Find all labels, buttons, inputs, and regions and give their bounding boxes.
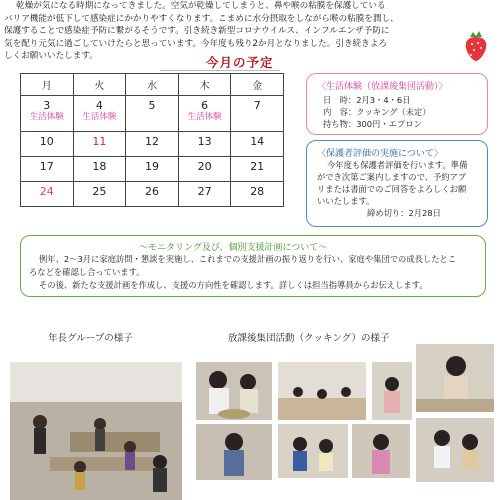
- calendar-day: 24: [21, 182, 74, 207]
- calendar-day: 28: [231, 182, 284, 207]
- calendar-day: 20: [178, 157, 231, 182]
- calendar-day: 17: [21, 157, 74, 182]
- photo-cooking-7: [416, 418, 494, 482]
- caption-kindergarten-group: 年長グループの様子: [48, 333, 133, 344]
- life-experience-box: [306, 73, 488, 135]
- photo-cooking-1: [196, 362, 272, 420]
- photo-cooking-3: [372, 362, 412, 420]
- life-experience-title: 〈生活体験（放課後集団活動）〉: [317, 82, 448, 92]
- calendar-day: 13: [178, 132, 231, 157]
- life-experience-content: 内 容：クッキング（未定）: [323, 107, 431, 117]
- calendar-week: [21, 96, 284, 132]
- weekday-tue: 火: [73, 74, 126, 96]
- life-experience-items: 持ち物：300円・エプロン: [323, 119, 422, 129]
- parent-evaluation-body: 今年度も保護者評価を行います。準備 ができ次第ご案内しますので、予約アプ リまたは書面でのご回答をよろしくお願 いいたします。: [317, 160, 468, 206]
- calendar: [20, 73, 284, 207]
- calendar-day: 18: [73, 157, 126, 182]
- photo-cooking-4: [416, 344, 494, 412]
- intro-line: 気を配り元気に過ごしていけたらと思っています。今年度も残り2か月となりました。引き続きよろ: [4, 38, 387, 49]
- intro-line: しくお願いいたします。: [4, 51, 98, 62]
- intro-line: 保護することで感染症予防に繋がるそうです。引き続き新型コロナウイルス、インフルエンザ予防に: [4, 26, 390, 37]
- intro-line: バリア機能が低下して感染症にかかりやすくなります。こまめに水分摂取をしながら喉の粘膜を潤し、: [4, 13, 399, 24]
- photo-cooking-5: [278, 424, 348, 478]
- photo-kindergarten-group: [10, 362, 182, 500]
- weekday-wed: 水: [126, 74, 179, 96]
- event-label: 生活体験: [82, 112, 117, 122]
- strawberry-icon: [462, 28, 490, 62]
- month-title: 今月の予定: [206, 55, 274, 70]
- calendar-day: 27: [178, 182, 231, 207]
- life-experience-date: 日 時：2月3・4・6日: [323, 95, 411, 105]
- calendar-day: 11: [73, 132, 126, 157]
- caption-cooking-activity: 放課後集団活動（クッキング）の様子: [228, 333, 390, 344]
- calendar-day: 19: [126, 157, 179, 182]
- photo-cooking-6: [352, 424, 410, 478]
- calendar-day: 25: [73, 182, 126, 207]
- calendar-day: 3 生活体験: [21, 96, 74, 132]
- calendar-day: 4 生活体験: [73, 96, 126, 132]
- calendar-day: 7: [231, 96, 284, 132]
- weekday-mon: 月: [21, 74, 74, 96]
- weekday-thu: 木: [178, 74, 231, 96]
- intro-line: 乾燥が気になる時期になってきました。空気が乾燥してしまうと、鼻や喉の粘膜を保護している: [16, 1, 386, 11]
- calendar-week: [21, 157, 284, 182]
- parent-evaluation-title: 〈保護者評価の実施について〉: [317, 149, 443, 159]
- calendar-day: 10: [21, 132, 74, 157]
- calendar-day: 6 生活体験: [178, 96, 231, 132]
- calendar-day: 26: [126, 182, 179, 207]
- weekday-fri: 金: [231, 74, 284, 96]
- calendar-week: [21, 182, 284, 207]
- calendar-day: 21: [231, 157, 284, 182]
- calendar-week: [21, 132, 284, 157]
- calendar-day: 14: [231, 132, 284, 157]
- event-label: 生活体験: [29, 112, 64, 122]
- event-label: 生活体験: [187, 112, 222, 122]
- parent-evaluation-box: [306, 140, 488, 227]
- calendar-day: 5: [126, 96, 179, 132]
- photo-cooking-8: [196, 424, 272, 480]
- parent-evaluation-deadline: 締め切り：2月28日: [367, 208, 441, 218]
- monitoring-box: [20, 235, 486, 297]
- title-divider: [160, 70, 280, 71]
- monitoring-title: ～モニタリング及び、個別支援計画について～: [139, 243, 328, 253]
- calendar-day: 12: [126, 132, 179, 157]
- calendar-header-row: [21, 74, 284, 96]
- photo-cooking-2: [278, 362, 366, 420]
- monitoring-body: 例年、2～3月に家庭訪問・懇談を実施し、これまでの支援計画の振り返りを行い、家庭や集団での成長したとこ ろなどを確認し合っています。 その後、新たな支援計画を作成し、支援の方向性を確認します。詳しくは担当指導員からお伝えします。: [29, 254, 457, 290]
